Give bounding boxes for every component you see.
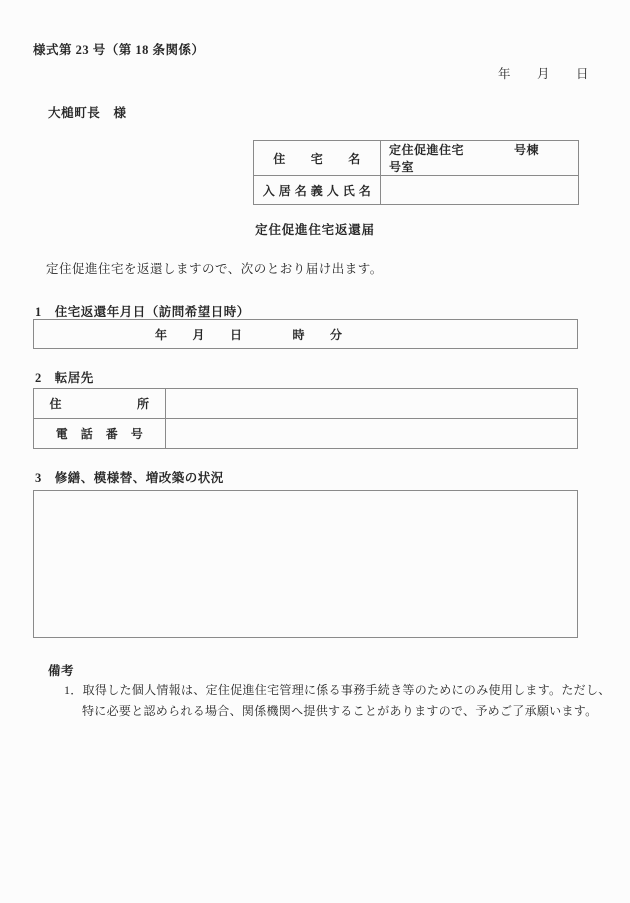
table-row [34,419,578,449]
addressee-line: 大槌町長 様 [48,106,127,120]
new-address-value-phone[interactable] [166,419,578,449]
remarks-line-2: 特に必要と認められる場合、関係機関へ提供することがありますので、予めご了承願います。 [82,704,598,718]
section-2-heading: 2 転居先 [35,371,94,385]
section-1-field-box[interactable] [33,319,578,349]
new-address-label-address: 住 所 [34,389,166,419]
section-3-heading: 3 修繕、模様替、増改築の状況 [35,471,224,485]
resident-table-label-tenant-name: 入 居 名 義 人 氏 名 [254,176,381,205]
section-3-field-box[interactable] [33,490,578,638]
remarks-line-1: 1．取得した個人情報は、定住促進住宅管理に係る事務手続き等のためにのみ使用します。ただし、 [64,683,611,697]
table-row [34,389,578,419]
resident-table-label-housing-name: 住 宅 名 [254,141,381,176]
table-row [254,176,579,205]
section-1-datetime-labels: 年 月 日 時 分 [155,328,343,342]
remarks-heading: 備考 [48,664,75,678]
resident-table-value-housing-name[interactable]: 定住促進住宅 号棟 号室 [381,141,579,176]
table-row [254,141,579,176]
date-line: 年 月 日 [498,67,590,81]
resident-info-table [253,140,590,205]
form-number: 様式第 23 号（第 18 条関係） [33,43,205,57]
section-1-heading: 1 住宅返還年月日（訪問希望日時） [35,305,250,319]
page-title: 定住促進住宅返還届 [255,223,375,237]
new-address-label-phone: 電 話 番 号 [34,419,166,449]
new-address-value-address[interactable] [166,389,578,419]
new-address-table [33,388,578,449]
resident-table-value-tenant-name[interactable] [381,176,579,205]
intro-sentence: 定住促進住宅を返還しますので、次のとおり届け出ます。 [46,262,383,276]
